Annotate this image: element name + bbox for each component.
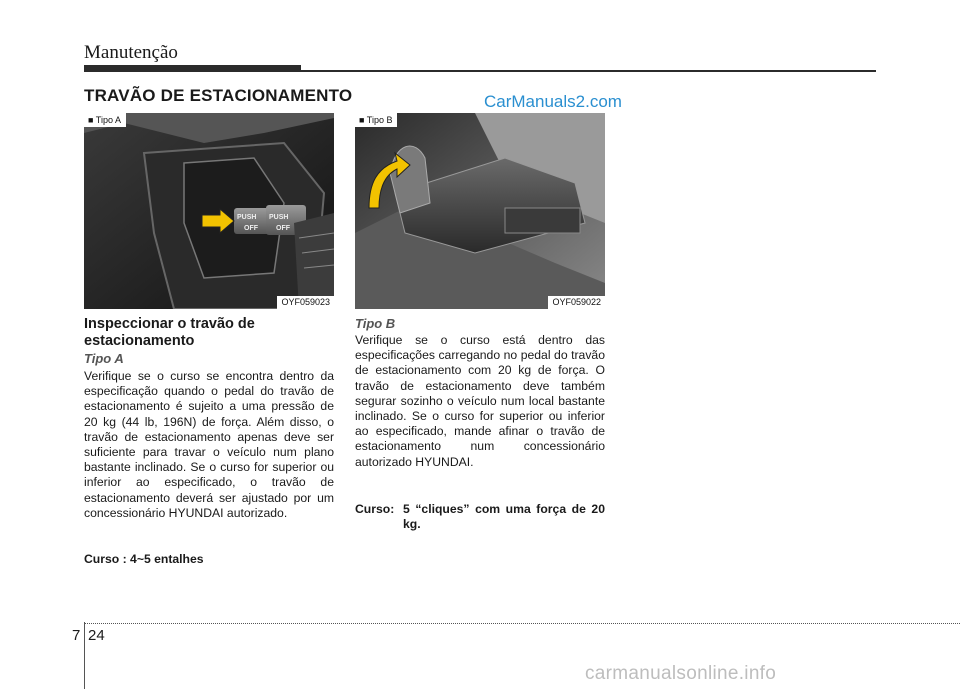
off-label-2: OFF xyxy=(276,225,290,232)
section-header: Manutenção xyxy=(84,42,178,63)
figure-b-tag: ■ Tipo B xyxy=(355,113,397,127)
figure-a-code: OYF059023 xyxy=(277,296,334,309)
push-label-1: PUSH xyxy=(237,214,257,221)
chapter-number: 7 xyxy=(72,627,81,644)
body-type-b: Verifique se o curso está dentro das especificações carregando no pedal do travão de estacionamento com 20 kg de força. O travão de estacionamento deve também segurar sozinho o veículo num local bastante inclinado. Se o curso for superior ou inferior ao especificado, mande afinar o travão de estacionamento num concessionário autorizado HYUNDAI. xyxy=(355,333,605,469)
body-type-a: Verifique se o curso se encontra dentro da especificação quando o pedal do travão de estacionamento é sujeito a uma pressão de 20 kg (44 lb, 196N) de força. Além disso, o travão de estacionamento apenas deve ser suficiente para travar o veículo num plano bastante inclinado. Se o curso for superior ou inferior ao especificado, o travão de estacionamento deverá ser ajustado por um concessionário HYUNDAI autorizado. xyxy=(84,369,334,520)
figure-type-a xyxy=(84,113,334,309)
header-rule-thin xyxy=(301,70,876,72)
page-number: 24 xyxy=(88,627,105,644)
spec-type-b-value: 5 “cliques” com uma força de 20 kg. xyxy=(403,502,605,531)
figure-a-illustration xyxy=(84,113,334,309)
page-title: TRAVÃO DE ESTACIONAMENTO xyxy=(84,86,353,105)
subhead-type-a: Tipo A xyxy=(84,351,124,366)
subhead-type-b: Tipo B xyxy=(355,316,396,331)
header-rule-thick xyxy=(84,65,301,72)
section-heading: Inspeccionar o travão de estacionamento xyxy=(84,316,255,349)
watermark-bottom[interactable]: carmanualsonline.info xyxy=(585,663,777,684)
footer-vertical-rule xyxy=(84,622,85,689)
watermark-top[interactable]: CarManuals2.com xyxy=(484,92,622,111)
figure-a-tag-label: Tipo A xyxy=(95,115,121,125)
off-label-1: OFF xyxy=(244,225,258,232)
spec-type-a: Curso : 4~5 entalhes xyxy=(84,552,204,566)
figure-type-b xyxy=(355,113,605,309)
figure-b-code: OYF059022 xyxy=(548,296,605,309)
spec-type-b-label: Curso: xyxy=(355,502,395,516)
footer-dotted-rule xyxy=(84,623,960,624)
figure-b-tag-label: Tipo B xyxy=(366,115,393,125)
figure-b-illustration xyxy=(355,113,605,309)
push-label-2: PUSH xyxy=(269,214,289,221)
figure-a-tag: ■ Tipo A xyxy=(84,113,126,127)
spec-type-b xyxy=(355,502,605,532)
